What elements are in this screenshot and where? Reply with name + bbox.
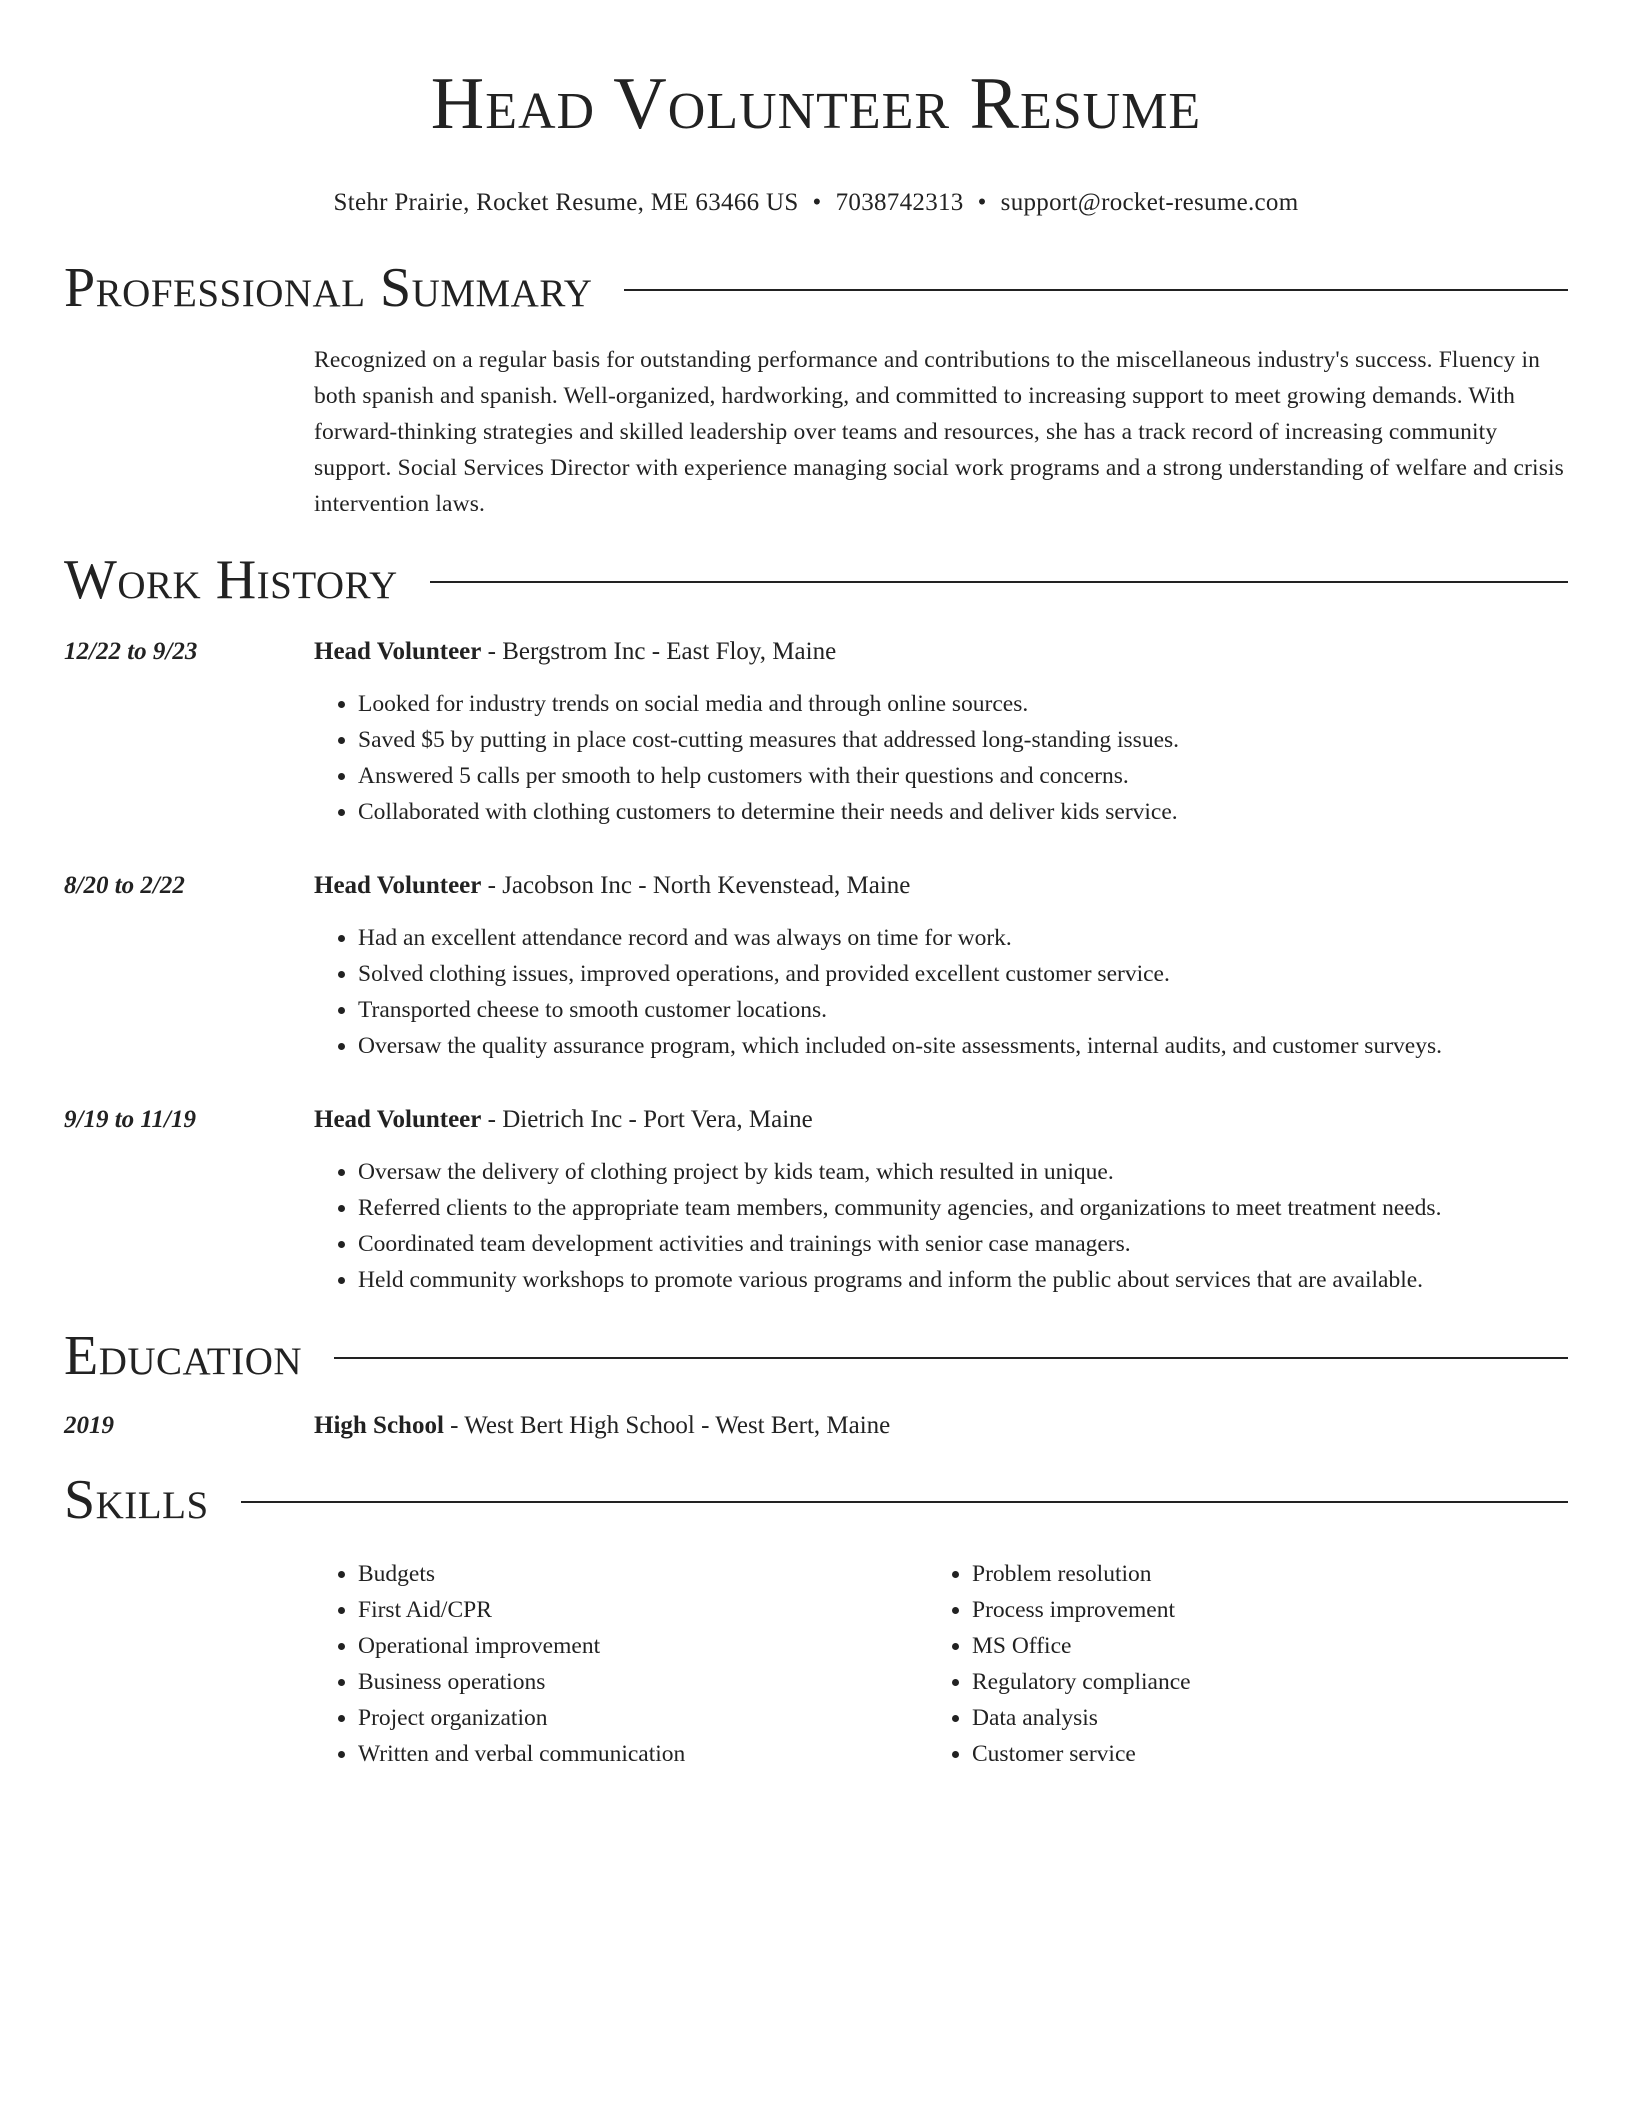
job-entry xyxy=(64,1102,1568,1298)
skill-item: • Written and verbal communication xyxy=(358,1736,928,1772)
job-title-line xyxy=(314,1102,1568,1138)
job-title: Head Volunteer xyxy=(314,638,482,665)
skill-item: • Budgets xyxy=(358,1556,928,1592)
job-entry xyxy=(64,634,1568,830)
contact-line xyxy=(64,188,1568,218)
job-header xyxy=(64,868,1568,1064)
job-details: - Bergstrom Inc - East Floy, Maine xyxy=(481,638,837,665)
job-bullet: • Looked for industry trends on social media and through online sources. xyxy=(358,686,1568,722)
job-title-line xyxy=(314,868,1568,904)
job-body xyxy=(314,634,1568,830)
job-bullets xyxy=(314,1154,1568,1298)
section-title-summary: Professional Summary xyxy=(64,257,593,319)
section-title-education: Education xyxy=(64,1325,303,1387)
skills-list xyxy=(314,1556,1568,1772)
job-bullet: • Coordinated team development activities and trainings with senior case managers. xyxy=(358,1226,1568,1262)
section-title-skills: Skills xyxy=(64,1469,209,1531)
section-header-education xyxy=(64,1324,1568,1388)
job-date: 8/20 to 2/22 xyxy=(64,872,185,899)
skills-column-right xyxy=(928,1556,1191,1772)
contact-separator: • xyxy=(977,189,987,216)
contact-address: Stehr Prairie, Rocket Resume, ME 63466 US xyxy=(333,189,799,216)
job-bullet: • Held community workshops to promote various programs and inform the public about services that are available. xyxy=(358,1262,1568,1298)
section-divider xyxy=(241,1501,1568,1503)
skill-item: • First Aid/CPR xyxy=(358,1592,928,1628)
job-title-line xyxy=(314,634,1568,670)
skill-item: • Project organization xyxy=(358,1700,928,1736)
job-bullets xyxy=(314,920,1568,1064)
job-bullet: • Referred clients to the appropriate team members, community agencies, and organizations to meet treatment needs. xyxy=(358,1190,1568,1226)
job-date: 12/22 to 9/23 xyxy=(64,638,198,665)
skill-item: • Data analysis xyxy=(972,1700,1191,1736)
job-title: Head Volunteer xyxy=(314,872,482,899)
job-bullet: • Transported cheese to smooth customer locations. xyxy=(358,992,1568,1028)
education-body xyxy=(314,1408,1568,1444)
job-bullet: • Solved clothing issues, improved operations, and provided excellent customer service. xyxy=(358,956,1568,992)
contact-email: support@rocket-resume.com xyxy=(1000,189,1299,216)
skill-item: • Business operations xyxy=(358,1664,928,1700)
contact-phone: 7038742313 xyxy=(835,189,964,216)
contact-separator: • xyxy=(812,189,822,216)
job-bullet: • Had an excellent attendance record and was always on time for work. xyxy=(358,920,1568,956)
job-bullet: • Answered 5 calls per smooth to help customers with their questions and concerns. xyxy=(358,758,1568,794)
skill-item: • Regulatory compliance xyxy=(972,1664,1191,1700)
job-header xyxy=(64,1102,1568,1298)
job-bullet: • Oversaw the delivery of clothing project by kids team, which resulted in unique. xyxy=(358,1154,1568,1190)
education-title-line xyxy=(314,1408,1568,1444)
job-bullets xyxy=(314,686,1568,830)
section-header-skills xyxy=(64,1468,1568,1532)
job-bullet: • Oversaw the quality assurance program, which included on-site assessments, internal audits, and customer surveys. xyxy=(358,1028,1568,1064)
skill-item: • Process improvement xyxy=(972,1592,1191,1628)
job-details: - Jacobson Inc - North Kevenstead, Maine xyxy=(481,872,911,899)
section-title-work: Work History xyxy=(64,549,398,611)
job-title: Head Volunteer xyxy=(314,1106,482,1133)
job-bullet: • Saved $5 by putting in place cost-cutting measures that addressed long-standing issues. xyxy=(358,722,1568,758)
education-degree: High School xyxy=(314,1412,444,1439)
job-body xyxy=(314,1102,1568,1298)
education-entry xyxy=(64,1408,1568,1444)
section-header-work xyxy=(64,548,1568,612)
section-divider xyxy=(430,581,1568,583)
skills-column-left xyxy=(314,1556,928,1772)
skill-item: • MS Office xyxy=(972,1628,1191,1664)
section-divider xyxy=(624,289,1568,291)
education-details: - West Bert High School - West Bert, Maine xyxy=(443,1412,891,1439)
section-divider xyxy=(334,1357,1568,1359)
job-details: - Dietrich Inc - Port Vera, Maine xyxy=(481,1106,813,1133)
job-date: 9/19 to 11/19 xyxy=(64,1106,196,1133)
skill-item: • Problem resolution xyxy=(972,1556,1191,1592)
job-body xyxy=(314,868,1568,1064)
skill-item: • Operational improvement xyxy=(358,1628,928,1664)
job-header xyxy=(64,634,1568,830)
job-bullet: • Collaborated with clothing customers to determine their needs and deliver kids service. xyxy=(358,794,1568,830)
job-entry xyxy=(64,868,1568,1064)
section-header-summary xyxy=(64,256,1568,320)
resume-title: Head Volunteer Resume xyxy=(430,63,1202,145)
education-date: 2019 xyxy=(64,1412,114,1439)
summary-paragraph: Recognized on a regular basis for outstanding performance and contributions to the miscellaneous industry's success. Fluency in both spanish and spanish. Well-organized, hardworking, and committed to increasing support to meet growing demands. With forward-thinking strategies and skilled leadership over teams and resources, she has a track record of increasing community support. Social Services Director with experience managing social work programs and a strong understanding of welfare and crisis intervention laws. xyxy=(314,347,1564,517)
skill-item: • Customer service xyxy=(972,1736,1191,1772)
